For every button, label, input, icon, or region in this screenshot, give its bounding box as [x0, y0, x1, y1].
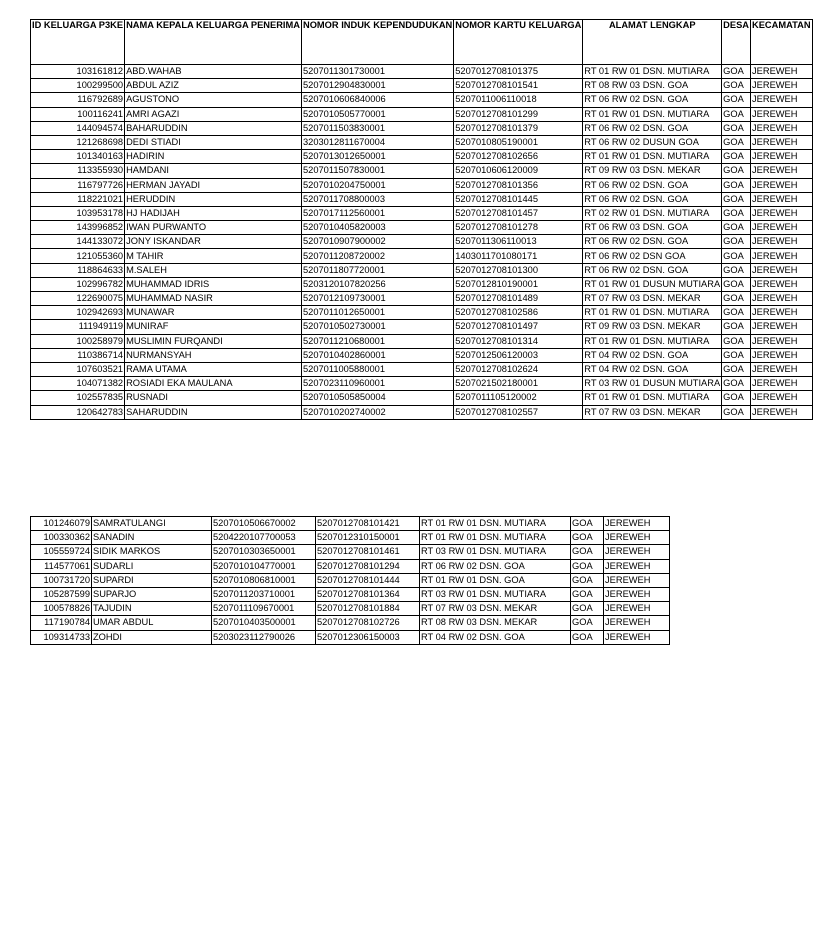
- cell-alamat: RT 03 RW 01 DUSUN MUTIARA: [583, 377, 722, 391]
- cell-kecamatan: JEREWEH: [751, 235, 813, 249]
- cell-nik: 5207010907900002: [301, 235, 453, 249]
- table-row: [31, 587, 670, 601]
- cell-nik: 5207011507830001: [301, 164, 453, 178]
- table-header-row: [31, 20, 813, 65]
- cell-kecamatan: JEREWEH: [751, 405, 813, 419]
- cell-nama: M.SALEH: [125, 263, 302, 277]
- table-row: [31, 65, 813, 79]
- cell-id-keluarga: 144094574: [31, 121, 125, 135]
- cell-desa: GOA: [722, 391, 751, 405]
- cell-alamat: RT 01 RW 01 DSN. MUTIARA: [583, 306, 722, 320]
- cell-desa: GOA: [571, 531, 604, 545]
- cell-nik: 5207011210680001: [301, 334, 453, 348]
- cell-nama: ABDUL AZIZ: [125, 79, 302, 93]
- cell-kecamatan: JEREWEH: [751, 121, 813, 135]
- cell-nik: 5207012904830001: [301, 79, 453, 93]
- cell-nama: SUPARJO: [92, 587, 212, 601]
- cell-nomor-kk: 5207021502180001: [454, 377, 583, 391]
- cell-nomor-kk: 5207011105120002: [454, 391, 583, 405]
- cell-id-keluarga: 122690075: [31, 292, 125, 306]
- cell-nik: 5207012109730001: [301, 292, 453, 306]
- cell-nik: 5203120107820256: [301, 277, 453, 291]
- cell-desa: GOA: [571, 616, 604, 630]
- cell-id-keluarga: 121268698: [31, 135, 125, 149]
- cell-kecamatan: JEREWEH: [751, 221, 813, 235]
- table-row: [31, 531, 670, 545]
- table-row: [31, 150, 813, 164]
- cell-desa: GOA: [722, 362, 751, 376]
- cell-nomor-kk: 5207012708101299: [454, 107, 583, 121]
- table-row: [31, 249, 813, 263]
- cell-desa: GOA: [722, 249, 751, 263]
- cell-alamat: RT 01 RW 01 DSN. MUTIARA: [583, 150, 722, 164]
- cell-nomor-kk: 5207012708101375: [454, 65, 583, 79]
- table-row: [31, 559, 670, 573]
- table-row: [31, 320, 813, 334]
- cell-nama: RAMA UTAMA: [125, 362, 302, 376]
- cell-nama: SIDIK MARKOS: [92, 545, 212, 559]
- header-desa: DESA: [722, 20, 751, 65]
- header-nik: NOMOR INDUK KEPENDUDUKAN: [301, 20, 453, 65]
- cell-nomor-kk: 5207011006110018: [454, 93, 583, 107]
- cell-desa: GOA: [571, 517, 604, 531]
- cell-kecamatan: JEREWEH: [604, 517, 670, 531]
- cell-alamat: RT 09 RW 03 DSN. MEKAR: [583, 164, 722, 178]
- cell-id-keluarga: 101340163: [31, 150, 125, 164]
- cell-kecamatan: JEREWEH: [751, 135, 813, 149]
- cell-nama: JONY ISKANDAR: [125, 235, 302, 249]
- cell-desa: GOA: [722, 178, 751, 192]
- cell-nik: 5207010405820003: [301, 221, 453, 235]
- cell-id-keluarga: 117190784: [31, 616, 92, 630]
- cell-nik: 5207011203710001: [212, 587, 316, 601]
- cell-nomor-kk: 5207012708101314: [454, 334, 583, 348]
- cell-alamat: RT 01 RW 01 DSN. MUTIARA: [583, 391, 722, 405]
- cell-nik: 5207010606840006: [301, 93, 453, 107]
- cell-nomor-kk: 5207012708101379: [454, 121, 583, 135]
- table-row: [31, 545, 670, 559]
- cell-nik: 5207011005880001: [301, 362, 453, 376]
- table-row: [31, 79, 813, 93]
- table-row: [31, 362, 813, 376]
- cell-kecamatan: JEREWEH: [604, 531, 670, 545]
- cell-nama: HERUDDIN: [125, 192, 302, 206]
- cell-nomor-kk: 5207010805190001: [454, 135, 583, 149]
- cell-alamat: RT 01 RW 01 DSN. MUTIARA: [583, 334, 722, 348]
- table-row: [31, 263, 813, 277]
- cell-nama: ZOHDI: [92, 630, 212, 644]
- cell-desa: GOA: [722, 93, 751, 107]
- cell-nomor-kk: 5207012708101294: [316, 559, 420, 573]
- cell-nomor-kk: 5207012708101445: [454, 192, 583, 206]
- table-row: [31, 164, 813, 178]
- cell-kecamatan: JEREWEH: [751, 150, 813, 164]
- table-body-page-1: [31, 65, 813, 420]
- cell-nik: 3203012811670004: [301, 135, 453, 149]
- cell-nik: 5207010506670002: [212, 517, 316, 531]
- cell-alamat: RT 03 RW 01 DSN. MUTIARA: [420, 587, 571, 601]
- cell-id-keluarga: 144133072: [31, 235, 125, 249]
- cell-id-keluarga: 100258979: [31, 334, 125, 348]
- cell-nik: 5207010104770001: [212, 559, 316, 573]
- cell-alamat: RT 06 RW 02 DSN. GOA: [583, 263, 722, 277]
- cell-nama: ROSIADI EKA MAULANA: [125, 377, 302, 391]
- cell-kecamatan: JEREWEH: [604, 573, 670, 587]
- cell-alamat: RT 06 RW 02 DSN. GOA: [583, 178, 722, 192]
- table-row: [31, 334, 813, 348]
- cell-kecamatan: JEREWEH: [604, 630, 670, 644]
- cell-alamat: RT 01 RW 01 DSN. MUTIARA: [420, 531, 571, 545]
- cell-alamat: RT 01 RW 01 DSN. MUTIARA: [583, 107, 722, 121]
- cell-alamat: RT 06 RW 02 DSN. GOA: [583, 121, 722, 135]
- cell-nama: HAMDANI: [125, 164, 302, 178]
- cell-kecamatan: JEREWEH: [751, 377, 813, 391]
- cell-alamat: RT 07 RW 03 DSN. MEKAR: [420, 602, 571, 616]
- cell-nik: 5207023110960001: [301, 377, 453, 391]
- cell-nama: TAJUDIN: [92, 602, 212, 616]
- cell-nama: RUSNADI: [125, 391, 302, 405]
- cell-id-keluarga: 110386714: [31, 348, 125, 362]
- cell-alamat: RT 04 RW 02 DSN. GOA: [583, 362, 722, 376]
- cell-nomor-kk: 5207012708101444: [316, 573, 420, 587]
- cell-nomor-kk: 5207012708101421: [316, 517, 420, 531]
- cell-kecamatan: JEREWEH: [751, 249, 813, 263]
- cell-kecamatan: JEREWEH: [604, 587, 670, 601]
- cell-nomor-kk: 5207012708101541: [454, 79, 583, 93]
- cell-nama: ABD.WAHAB: [125, 65, 302, 79]
- cell-nama: SUDARLI: [92, 559, 212, 573]
- cell-alamat: RT 06 RW 03 DSN. GOA: [583, 221, 722, 235]
- cell-nama: NURMANSYAH: [125, 348, 302, 362]
- cell-nomor-kk: 5207012708101457: [454, 206, 583, 220]
- cell-desa: GOA: [722, 334, 751, 348]
- cell-nomor-kk: 1403011701080171: [454, 249, 583, 263]
- cell-nik: 5207011012650001: [301, 306, 453, 320]
- cell-kecamatan: JEREWEH: [751, 277, 813, 291]
- cell-desa: GOA: [722, 348, 751, 362]
- cell-desa: GOA: [722, 306, 751, 320]
- cell-id-keluarga: 103161812: [31, 65, 125, 79]
- table-row: [31, 573, 670, 587]
- table-body-page-2: [31, 517, 670, 645]
- cell-desa: GOA: [722, 107, 751, 121]
- cell-nama: M TAHIR: [125, 249, 302, 263]
- cell-desa: GOA: [571, 573, 604, 587]
- cell-desa: GOA: [571, 630, 604, 644]
- table-row: [31, 602, 670, 616]
- cell-alamat: RT 06 RW 02 DSN GOA: [583, 249, 722, 263]
- cell-alamat: RT 06 RW 02 DUSUN GOA: [583, 135, 722, 149]
- cell-nama: MUHAMMAD NASIR: [125, 292, 302, 306]
- cell-kecamatan: JEREWEH: [751, 164, 813, 178]
- cell-nik: 5207010806810001: [212, 573, 316, 587]
- cell-nik: 5207011807720001: [301, 263, 453, 277]
- cell-desa: GOA: [722, 65, 751, 79]
- cell-alamat: RT 02 RW 01 DSN. MUTIARA: [583, 206, 722, 220]
- cell-kecamatan: JEREWEH: [751, 192, 813, 206]
- table-row: [31, 206, 813, 220]
- cell-desa: GOA: [722, 405, 751, 419]
- cell-id-keluarga: 104071382: [31, 377, 125, 391]
- cell-nama: AGUSTONO: [125, 93, 302, 107]
- cell-id-keluarga: 103953178: [31, 206, 125, 220]
- cell-id-keluarga: 100330362: [31, 531, 92, 545]
- table-row: [31, 348, 813, 362]
- cell-desa: GOA: [722, 277, 751, 291]
- cell-id-keluarga: 107603521: [31, 362, 125, 376]
- cell-desa: GOA: [722, 206, 751, 220]
- cell-desa: GOA: [722, 164, 751, 178]
- cell-id-keluarga: 101246079: [31, 517, 92, 531]
- cell-nomor-kk: 5207011306110013: [454, 235, 583, 249]
- table-row: [31, 616, 670, 630]
- cell-alamat: RT 01 RW 01 DSN. GOA: [420, 573, 571, 587]
- cell-id-keluarga: 109314733: [31, 630, 92, 644]
- cell-nomor-kk: 5207012708101278: [454, 221, 583, 235]
- cell-nik: 5203023112790026: [212, 630, 316, 644]
- cell-id-keluarga: 102942693: [31, 306, 125, 320]
- cell-nik: 5207010502730001: [301, 320, 453, 334]
- cell-alamat: RT 06 RW 02 DSN. GOA: [583, 235, 722, 249]
- cell-alamat: RT 04 RW 02 DSN. GOA: [420, 630, 571, 644]
- cell-nama: DEDI STIADI: [125, 135, 302, 149]
- cell-kecamatan: JEREWEH: [751, 206, 813, 220]
- cell-id-keluarga: 118221021: [31, 192, 125, 206]
- cell-kecamatan: JEREWEH: [751, 263, 813, 277]
- cell-id-keluarga: 105287599: [31, 587, 92, 601]
- cell-alamat: RT 09 RW 03 DSN. MEKAR: [583, 320, 722, 334]
- cell-id-keluarga: 100299500: [31, 79, 125, 93]
- cell-nama: HADIRIN: [125, 150, 302, 164]
- cell-nomor-kk: 5207012310150001: [316, 531, 420, 545]
- cell-kecamatan: JEREWEH: [751, 178, 813, 192]
- cell-nama: SANADIN: [92, 531, 212, 545]
- table-row: [31, 192, 813, 206]
- cell-desa: GOA: [722, 135, 751, 149]
- beneficiary-table-page-1: [30, 19, 813, 420]
- cell-nik: 5207017112560001: [301, 206, 453, 220]
- cell-desa: GOA: [722, 292, 751, 306]
- cell-kecamatan: JEREWEH: [751, 362, 813, 376]
- cell-alamat: RT 01 RW 01 DUSUN MUTIARA: [583, 277, 722, 291]
- cell-nomor-kk: 5207010606120009: [454, 164, 583, 178]
- cell-id-keluarga: 116797726: [31, 178, 125, 192]
- table-row: [31, 178, 813, 192]
- cell-nama: HERMAN JAYADI: [125, 178, 302, 192]
- cell-nomor-kk: 5207012708101884: [316, 602, 420, 616]
- cell-kecamatan: JEREWEH: [751, 292, 813, 306]
- cell-alamat: RT 04 RW 02 DSN. GOA: [583, 348, 722, 362]
- cell-kecamatan: JEREWEH: [604, 545, 670, 559]
- cell-kecamatan: JEREWEH: [604, 559, 670, 573]
- header-kecamatan: KECAMATAN: [751, 20, 813, 65]
- cell-desa: GOA: [722, 150, 751, 164]
- cell-nama: MUHAMMAD IDRIS: [125, 277, 302, 291]
- table-row: [31, 630, 670, 644]
- cell-kecamatan: JEREWEH: [751, 107, 813, 121]
- cell-id-keluarga: 143996852: [31, 221, 125, 235]
- cell-nomor-kk: 5207012708102624: [454, 362, 583, 376]
- cell-id-keluarga: 116792689: [31, 93, 125, 107]
- cell-nomor-kk: 5207012708101489: [454, 292, 583, 306]
- cell-alamat: RT 01 RW 01 DSN. MUTIARA: [583, 65, 722, 79]
- table-row: [31, 517, 670, 531]
- cell-nik: 5207011503830001: [301, 121, 453, 135]
- cell-nomor-kk: 5207012708101461: [316, 545, 420, 559]
- table-row: [31, 306, 813, 320]
- header-nomor-kk: NOMOR KARTU KELUARGA: [454, 20, 583, 65]
- cell-nama: MUNIRAF: [125, 320, 302, 334]
- cell-nik: 5204220107700053: [212, 531, 316, 545]
- cell-id-keluarga: 111949119: [31, 320, 125, 334]
- cell-desa: GOA: [722, 221, 751, 235]
- cell-desa: GOA: [722, 263, 751, 277]
- cell-kecamatan: JEREWEH: [751, 320, 813, 334]
- cell-id-keluarga: 121055360: [31, 249, 125, 263]
- cell-desa: GOA: [722, 235, 751, 249]
- table-row: [31, 277, 813, 291]
- table-row: [31, 405, 813, 419]
- cell-id-keluarga: 113355930: [31, 164, 125, 178]
- cell-alamat: RT 07 RW 03 DSN. MEKAR: [583, 405, 722, 419]
- cell-alamat: RT 06 RW 02 DSN. GOA: [420, 559, 571, 573]
- cell-nomor-kk: 5207012708101356: [454, 178, 583, 192]
- cell-desa: GOA: [722, 377, 751, 391]
- cell-nama: AMRI AGAZI: [125, 107, 302, 121]
- cell-nama: MUNAWAR: [125, 306, 302, 320]
- cell-kecamatan: JEREWEH: [604, 602, 670, 616]
- cell-nomor-kk: 5207012708101497: [454, 320, 583, 334]
- cell-nik: 5207010403500001: [212, 616, 316, 630]
- cell-nomor-kk: 5207012708102586: [454, 306, 583, 320]
- table-row: [31, 107, 813, 121]
- cell-nomor-kk: 5207012708101364: [316, 587, 420, 601]
- cell-desa: GOA: [722, 320, 751, 334]
- cell-alamat: RT 06 RW 02 DSN. GOA: [583, 93, 722, 107]
- cell-nik: 5207011208720002: [301, 249, 453, 263]
- cell-alamat: RT 03 RW 01 DSN. MUTIARA: [420, 545, 571, 559]
- cell-nik: 5207010505850004: [301, 391, 453, 405]
- cell-nama: IWAN PURWANTO: [125, 221, 302, 235]
- cell-alamat: RT 08 RW 03 DSN. MEKAR: [420, 616, 571, 630]
- cell-nama: MUSLIMIN FURQANDI: [125, 334, 302, 348]
- cell-nomor-kk: 5207012306150003: [316, 630, 420, 644]
- cell-desa: GOA: [722, 121, 751, 135]
- cell-kecamatan: JEREWEH: [751, 65, 813, 79]
- table-row: [31, 135, 813, 149]
- cell-id-keluarga: 105559724: [31, 545, 92, 559]
- cell-alamat: RT 06 RW 02 DSN. GOA: [583, 192, 722, 206]
- table-row: [31, 93, 813, 107]
- cell-kecamatan: JEREWEH: [751, 348, 813, 362]
- cell-nama: SUPARDI: [92, 573, 212, 587]
- cell-desa: GOA: [571, 602, 604, 616]
- cell-nik: 5207011109670001: [212, 602, 316, 616]
- table-row: [31, 292, 813, 306]
- cell-nik: 5207010303650001: [212, 545, 316, 559]
- cell-id-keluarga: 102557835: [31, 391, 125, 405]
- cell-kecamatan: JEREWEH: [751, 306, 813, 320]
- cell-alamat: RT 08 RW 03 DSN. GOA: [583, 79, 722, 93]
- header-nama-kepala-keluarga: NAMA KEPALA KELUARGA PENERIMA: [125, 20, 302, 65]
- cell-nomor-kk: 5207012810190001: [454, 277, 583, 291]
- table-row: [31, 377, 813, 391]
- cell-nama: UMAR ABDUL: [92, 616, 212, 630]
- cell-id-keluarga: 100116241: [31, 107, 125, 121]
- table-row: [31, 235, 813, 249]
- cell-kecamatan: JEREWEH: [604, 616, 670, 630]
- cell-nik: 5207011708800003: [301, 192, 453, 206]
- cell-id-keluarga: 120642783: [31, 405, 125, 419]
- cell-nama: SAHARUDDIN: [125, 405, 302, 419]
- cell-kecamatan: JEREWEH: [751, 93, 813, 107]
- cell-desa: GOA: [722, 79, 751, 93]
- cell-nik: 5207010202740002: [301, 405, 453, 419]
- cell-id-keluarga: 118864633: [31, 263, 125, 277]
- cell-nik: 5207013012650001: [301, 150, 453, 164]
- cell-desa: GOA: [571, 559, 604, 573]
- cell-alamat: RT 07 RW 03 DSN. MEKAR: [583, 292, 722, 306]
- cell-id-keluarga: 102996782: [31, 277, 125, 291]
- cell-kecamatan: JEREWEH: [751, 79, 813, 93]
- cell-nomor-kk: 5207012708102557: [454, 405, 583, 419]
- cell-nik: 5207010402860001: [301, 348, 453, 362]
- cell-nik: 5207010204750001: [301, 178, 453, 192]
- cell-kecamatan: JEREWEH: [751, 391, 813, 405]
- cell-kecamatan: JEREWEH: [751, 334, 813, 348]
- cell-nik: 5207010505770001: [301, 107, 453, 121]
- cell-id-keluarga: 100731720: [31, 573, 92, 587]
- header-id-keluarga: ID KELUARGA P3KE: [31, 20, 125, 65]
- cell-desa: GOA: [722, 192, 751, 206]
- table-row: [31, 121, 813, 135]
- cell-id-keluarga: 114577061: [31, 559, 92, 573]
- cell-nomor-kk: 5207012708102656: [454, 150, 583, 164]
- cell-desa: GOA: [571, 587, 604, 601]
- cell-desa: GOA: [571, 545, 604, 559]
- cell-nomor-kk: 5207012506120003: [454, 348, 583, 362]
- cell-nama: BAHARUDDIN: [125, 121, 302, 135]
- cell-nama: SAMRATULANGI: [92, 517, 212, 531]
- cell-id-keluarga: 100578826: [31, 602, 92, 616]
- cell-nik: 5207011301730001: [301, 65, 453, 79]
- beneficiary-table-page-2: [30, 516, 670, 645]
- cell-nama: HJ HADIJAH: [125, 206, 302, 220]
- table-row: [31, 391, 813, 405]
- header-alamat: ALAMAT LENGKAP: [583, 20, 722, 65]
- cell-alamat: RT 01 RW 01 DSN. MUTIARA: [420, 517, 571, 531]
- cell-nomor-kk: 5207012708102726: [316, 616, 420, 630]
- table-row: [31, 221, 813, 235]
- cell-nomor-kk: 5207012708101300: [454, 263, 583, 277]
